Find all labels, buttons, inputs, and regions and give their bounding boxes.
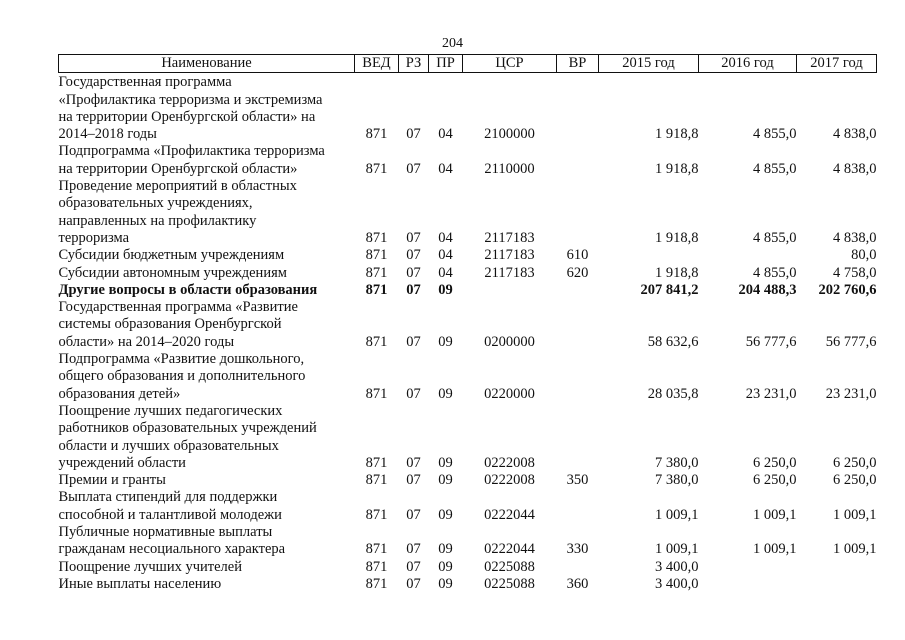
row-2017: 202 760,6 [818, 281, 877, 298]
row-name: Иные выплаты населению [58, 575, 222, 592]
row-vr [557, 489, 599, 524]
row-rz: 07 [406, 247, 421, 264]
table-row [59, 265, 877, 282]
table-body [59, 73, 877, 593]
row-rz: 07 [406, 281, 421, 298]
row-2015: 3 400,0 [655, 575, 699, 592]
row-name: Субсидии бюджетным учреждениям [58, 247, 285, 264]
row-2017: 23 231,0 [825, 385, 877, 402]
row-ved: 871 [365, 281, 388, 298]
table-row [59, 299, 877, 351]
row-rz: 07 [406, 126, 421, 143]
row-csr [463, 282, 557, 299]
header-pr: ПР [429, 55, 463, 73]
row-name: Подпрограмма «Развитие дошкольного, общего образования и дополнительного образования детей» [58, 351, 306, 402]
table-row [59, 559, 877, 576]
row-vr [557, 559, 599, 576]
row-2016: 4 855,0 [753, 126, 797, 143]
header-row [59, 55, 877, 73]
row-ved: 871 [365, 558, 388, 575]
row-name: Субсидии автономным учреждениям [58, 264, 287, 281]
row-ved: 871 [365, 472, 388, 489]
row-2015: 1 009,1 [655, 506, 699, 523]
header-2016: 2016 год [699, 55, 797, 73]
row-rz: 07 [406, 333, 421, 350]
row-2015: 1 918,8 [655, 126, 699, 143]
row-ved: 871 [365, 575, 388, 592]
row-pr: 09 [438, 558, 453, 575]
row-2015: 58 632,6 [647, 333, 699, 350]
row-pr: 04 [438, 229, 453, 246]
row-pr: 04 [438, 126, 453, 143]
row-2016: 23 231,0 [745, 385, 797, 402]
row-ved: 871 [365, 506, 388, 523]
row-pr: 09 [438, 333, 453, 350]
row-csr: 0220000 [484, 385, 535, 402]
row-2015 [599, 247, 699, 264]
row-csr: 0225088 [484, 575, 535, 592]
row-ved: 871 [365, 541, 388, 558]
header-vr: ВР [557, 55, 599, 73]
table-row [59, 524, 877, 559]
row-2016 [699, 247, 797, 264]
row-pr: 09 [438, 454, 453, 471]
row-pr: 09 [438, 281, 453, 298]
header-name: Наименование [59, 55, 355, 73]
row-csr: 2117183 [484, 247, 535, 264]
row-2017: 80,0 [851, 247, 877, 264]
row-pr: 04 [438, 247, 453, 264]
row-vr: 620 [566, 264, 589, 281]
row-vr [557, 143, 599, 178]
table-row [59, 489, 877, 524]
table-row [59, 576, 877, 593]
row-ved: 871 [365, 264, 388, 281]
table-row [59, 472, 877, 489]
row-name: Публичные нормативные выплаты гражданам несоциального характера [58, 524, 286, 558]
page-number: 204 [442, 36, 463, 51]
row-2016: 56 777,6 [745, 333, 797, 350]
row-vr: 610 [566, 247, 589, 264]
row-name: Государственная программа «Развитие системы образования Оренбургской области» на 2014–2020 годы [58, 299, 298, 350]
row-2015: 1 918,8 [655, 264, 699, 281]
row-pr: 04 [438, 160, 453, 177]
row-name: Премии и гранты [58, 472, 166, 489]
row-2016: 6 250,0 [753, 454, 797, 471]
row-2017: 56 777,6 [825, 333, 877, 350]
row-2017: 4 838,0 [833, 229, 877, 246]
table-row [59, 351, 877, 403]
header-2015: 2015 год [599, 55, 699, 73]
table-row [59, 282, 877, 299]
row-2017: 6 250,0 [833, 454, 877, 471]
row-vr: 360 [566, 575, 589, 592]
row-ved: 871 [365, 385, 388, 402]
row-2016: 4 855,0 [753, 264, 797, 281]
table-row [59, 73, 877, 144]
row-ved: 871 [365, 160, 388, 177]
row-2015: 7 380,0 [655, 472, 699, 489]
table-row [59, 178, 877, 247]
row-2017: 4 758,0 [833, 264, 877, 281]
row-rz: 07 [406, 264, 421, 281]
row-pr: 09 [438, 472, 453, 489]
header-2017: 2017 год [797, 55, 877, 73]
row-2015: 1 009,1 [655, 541, 699, 558]
row-vr [557, 178, 599, 247]
row-2015: 3 400,0 [655, 558, 699, 575]
row-pr: 09 [438, 385, 453, 402]
row-pr: 04 [438, 264, 453, 281]
row-2015: 28 035,8 [647, 385, 699, 402]
row-rz: 07 [406, 558, 421, 575]
row-vr: 330 [566, 541, 589, 558]
row-name: Государственная программа «Профилактика терроризма и экстремизма на территории Оренбургской области» на 2014–2018 годы [58, 74, 323, 143]
table-row [59, 403, 877, 472]
row-csr: 2117183 [484, 229, 535, 246]
row-pr: 09 [438, 541, 453, 558]
row-csr: 2100000 [484, 126, 535, 143]
row-pr: 09 [438, 575, 453, 592]
row-ved: 871 [365, 229, 388, 246]
row-2016: 204 488,3 [738, 281, 797, 298]
row-csr: 2110000 [484, 160, 535, 177]
row-rz: 07 [406, 472, 421, 489]
row-rz: 07 [406, 160, 421, 177]
row-2017: 4 838,0 [833, 160, 877, 177]
row-2017 [797, 576, 877, 593]
row-name: Поощрение лучших педагогических работников образовательных учреждений области и лучших образовательных учреждений области [58, 402, 317, 471]
row-csr: 0222044 [484, 506, 535, 523]
row-2016: 6 250,0 [753, 472, 797, 489]
header-csr: ЦСР [463, 55, 557, 73]
row-vr [557, 351, 599, 403]
row-ved: 871 [365, 247, 388, 264]
row-2017: 6 250,0 [833, 472, 877, 489]
row-csr: 0222044 [484, 541, 535, 558]
row-rz: 07 [406, 506, 421, 523]
row-name: Другие вопросы в области образования [58, 281, 318, 298]
row-vr [557, 403, 599, 472]
header-rz: РЗ [399, 55, 429, 73]
row-ved: 871 [365, 454, 388, 471]
header-ved: ВЕД [355, 55, 399, 73]
row-2016: 1 009,1 [753, 541, 797, 558]
row-name: Выплата стипендий для поддержки способной и талантливой молодежи [58, 489, 282, 523]
row-2016: 4 855,0 [753, 160, 797, 177]
row-vr: 350 [566, 472, 589, 489]
row-rz: 07 [406, 385, 421, 402]
row-rz: 07 [406, 575, 421, 592]
row-vr [557, 73, 599, 144]
table-row [59, 247, 877, 264]
row-csr: 0222008 [484, 454, 535, 471]
row-2016 [699, 559, 797, 576]
row-csr: 2117183 [484, 264, 535, 281]
row-name: Подпрограмма «Профилактика терроризма на территории Оренбургской области» [58, 143, 325, 177]
row-2017: 4 838,0 [833, 126, 877, 143]
row-2017: 1 009,1 [833, 506, 877, 523]
row-2015: 207 841,2 [640, 281, 699, 298]
row-2016: 4 855,0 [753, 229, 797, 246]
row-2017 [797, 559, 877, 576]
row-2015: 1 918,8 [655, 160, 699, 177]
row-csr: 0222008 [484, 472, 535, 489]
row-2015: 1 918,8 [655, 229, 699, 246]
row-csr: 0200000 [484, 333, 535, 350]
budget-table [58, 54, 877, 593]
row-ved: 871 [365, 333, 388, 350]
row-pr: 09 [438, 506, 453, 523]
row-rz: 07 [406, 454, 421, 471]
row-name: Проведение мероприятий в областных образовательных учреждениях, направленных на профилактику терроризма [58, 178, 297, 246]
row-csr: 0225088 [484, 558, 535, 575]
row-2016 [699, 576, 797, 593]
row-2015: 7 380,0 [655, 454, 699, 471]
table-row [59, 143, 877, 178]
row-name: Поощрение лучших учителей [58, 558, 242, 575]
row-ved: 871 [365, 126, 388, 143]
row-rz: 07 [406, 541, 421, 558]
row-vr [557, 282, 599, 299]
row-rz: 07 [406, 229, 421, 246]
row-vr [557, 299, 599, 351]
row-2017: 1 009,1 [833, 541, 877, 558]
row-2016: 1 009,1 [753, 506, 797, 523]
